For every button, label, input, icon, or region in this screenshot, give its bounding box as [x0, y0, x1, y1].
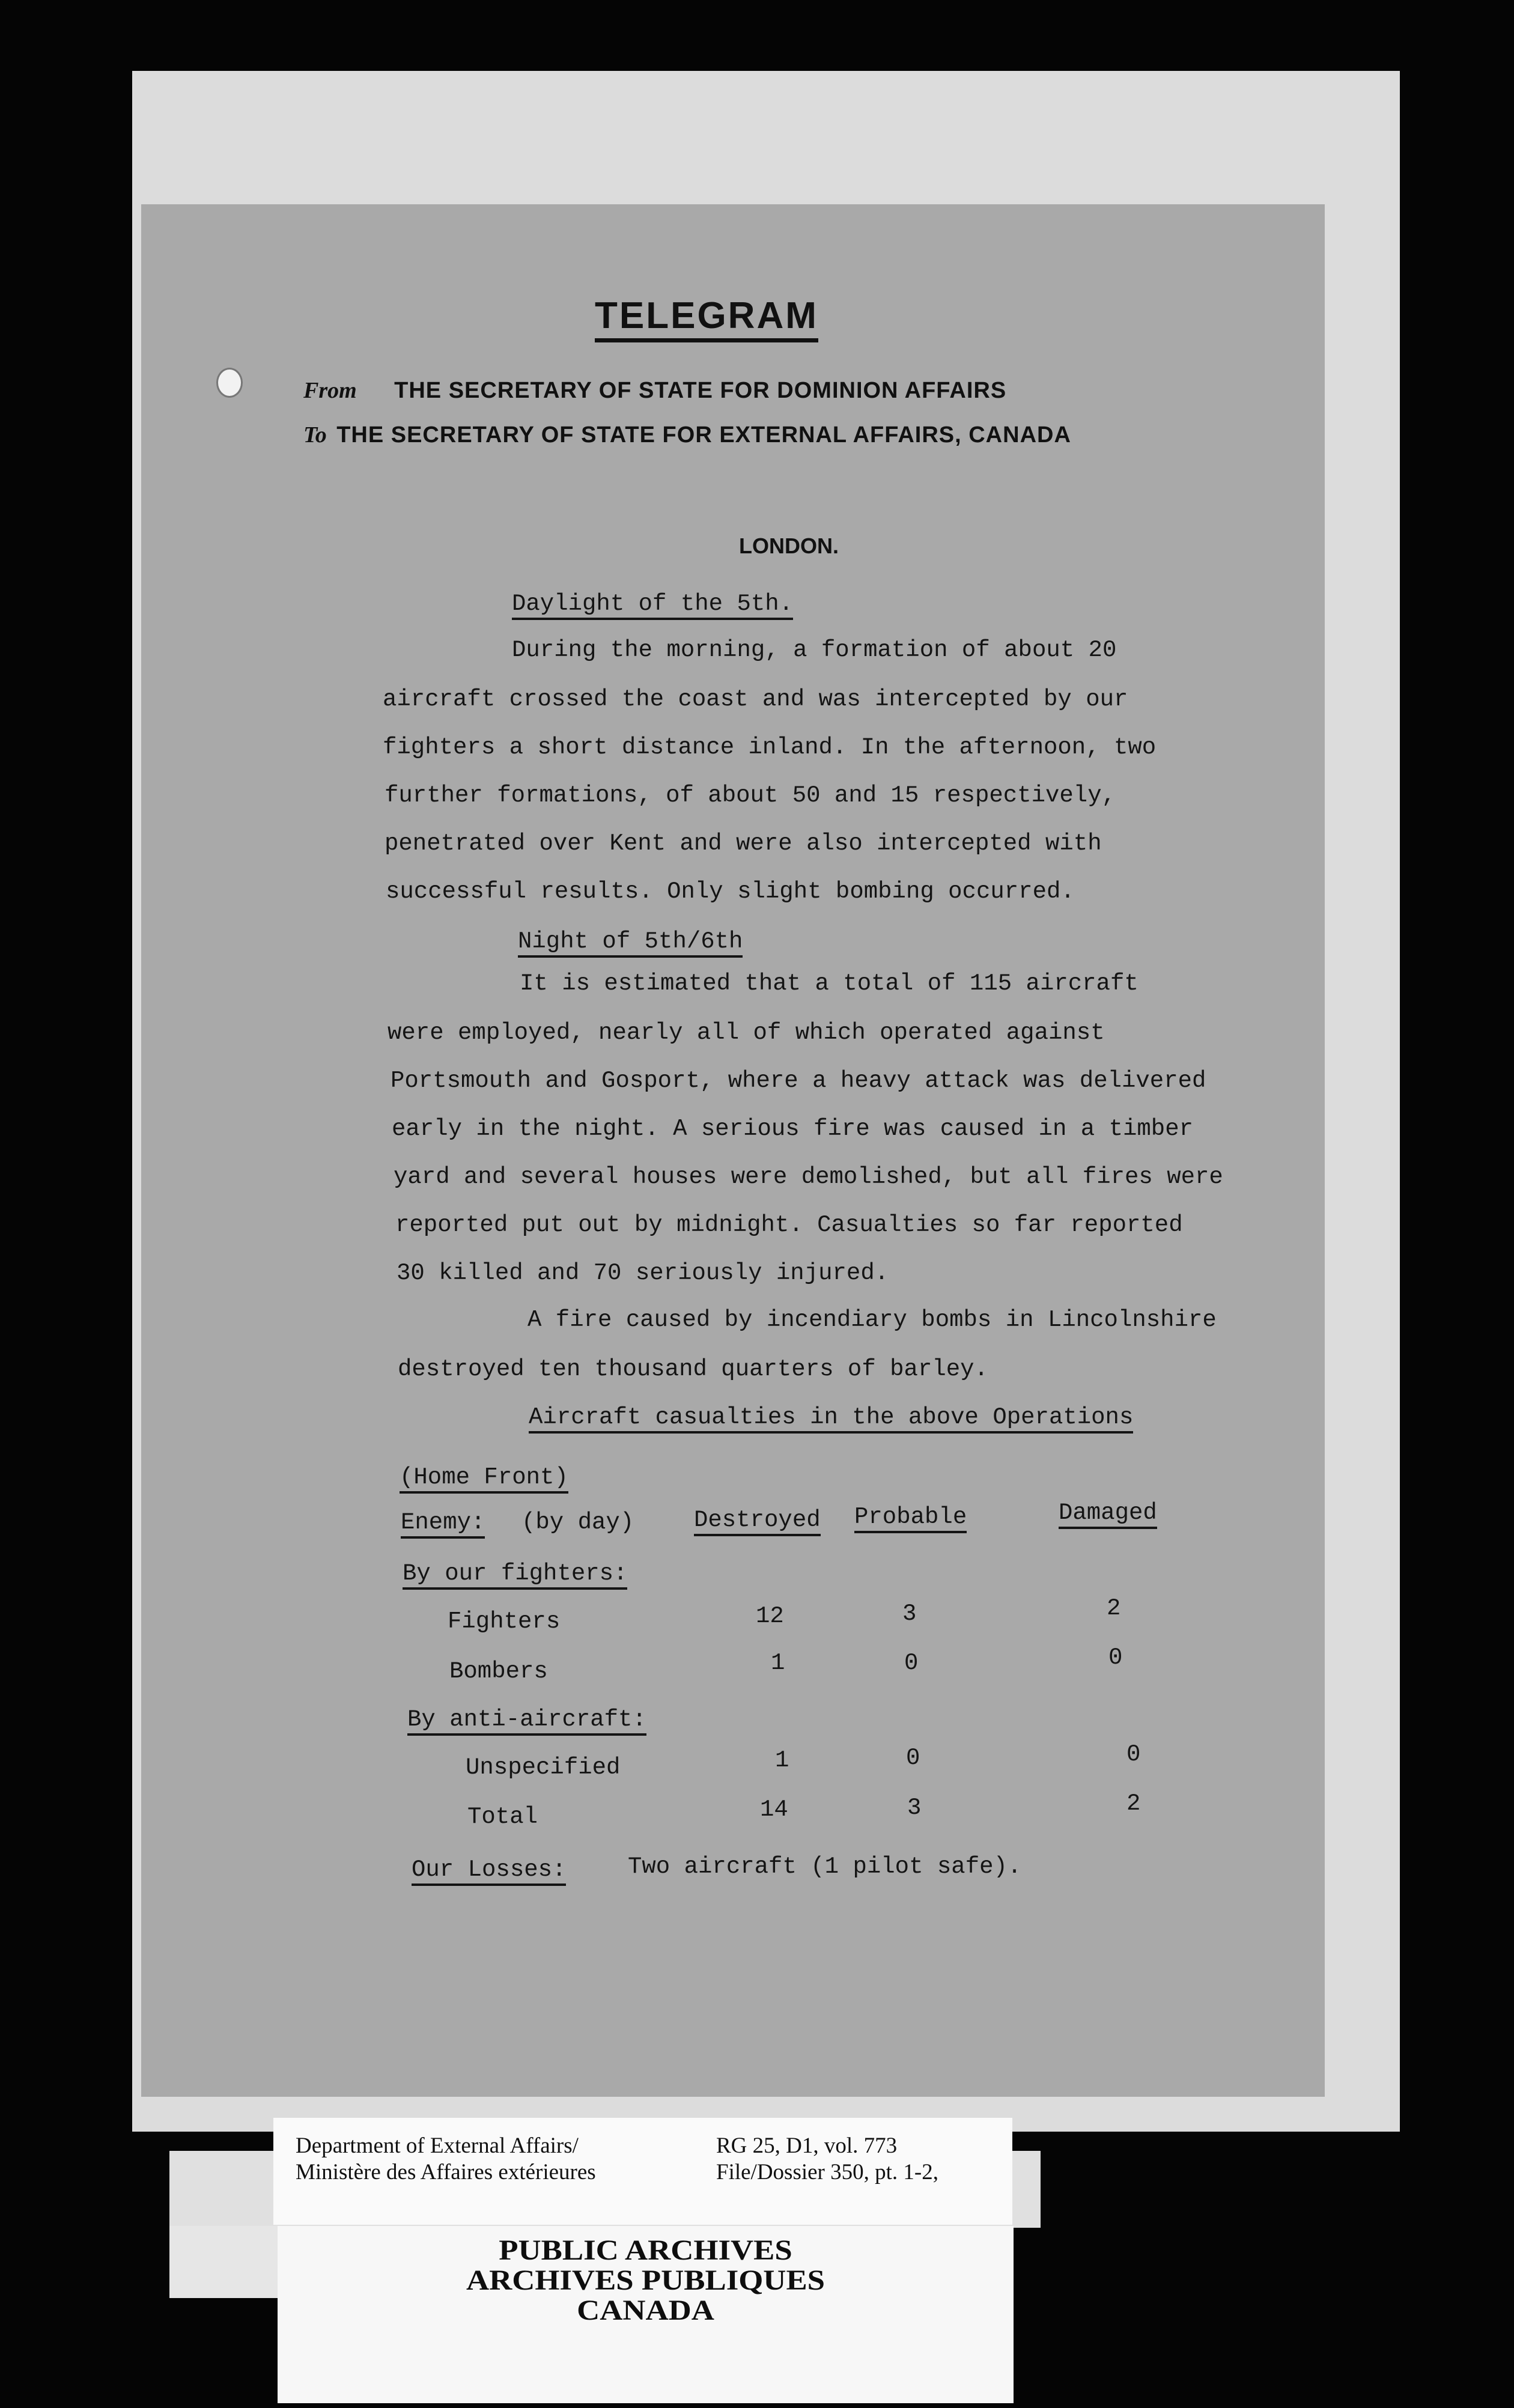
table-row-label: Bombers	[449, 1658, 548, 1685]
punch-hole	[216, 368, 243, 398]
table-cell: 0	[1126, 1741, 1141, 1768]
from-label: From	[303, 378, 357, 403]
paragraph-line: It is estimated that a total of 115 aircraft	[520, 970, 1139, 997]
paragraph-line: fighters a short distance inland. In the afternoon, two	[383, 734, 1157, 761]
telegram-page	[141, 204, 1325, 2097]
table-cell: 14	[760, 1796, 788, 1823]
table-cell: 2	[1126, 1790, 1141, 1817]
from-line	[303, 377, 1006, 404]
column-header-destroyed: Destroyed	[694, 1507, 821, 1536]
table-cell: 0	[1108, 1644, 1123, 1671]
paragraph-line: destroyed ten thousand quarters of barley.	[398, 1356, 988, 1382]
paragraph-line: reported put out by midnight. Casualties so far reported	[395, 1212, 1183, 1238]
table-cell: 2	[1107, 1595, 1121, 1622]
paragraph-line: were employed, nearly all of which operated against	[388, 1020, 1105, 1046]
reference-line: RG 25, D1, vol. 773	[716, 2133, 898, 2158]
paragraph-line: further formations, of about 50 and 15 respectively,	[385, 782, 1116, 809]
heading-casualties: Aircraft casualties in the above Operations	[529, 1404, 1133, 1434]
table-cell: 0	[906, 1745, 920, 1771]
stamp-line: PUBLIC ARCHIVES	[499, 2234, 792, 2266]
table-cell: 3	[902, 1601, 917, 1627]
to-label: To	[303, 422, 327, 448]
department-line: Department of External Affairs/	[296, 2133, 579, 2158]
front-label: (Home Front)	[400, 1464, 568, 1494]
heading-night: Night of 5th/6th	[518, 928, 743, 958]
telegram-title: TELEGRAM	[595, 294, 818, 342]
enemy-label: Enemy:	[401, 1509, 485, 1539]
losses-text: Two aircraft (1 pilot safe).	[628, 1853, 1022, 1880]
group-label-anti-aircraft: By anti-aircraft:	[407, 1706, 646, 1736]
paragraph-line: aircraft crossed the coast and was intercepted by our	[383, 686, 1128, 713]
table-row-label: Fighters	[448, 1608, 561, 1635]
heading-daylight: Daylight of the 5th.	[512, 591, 793, 620]
paragraph-line: A fire caused by incendiary bombs in Lincolnshire	[527, 1307, 1217, 1333]
paragraph-line: yard and several houses were demolished, but all fires were	[394, 1164, 1223, 1190]
column-header-damaged: Damaged	[1059, 1500, 1157, 1529]
table-row-label: Total	[467, 1804, 538, 1830]
enemy-qualifier: (by day)	[521, 1509, 634, 1536]
table-cell: 3	[907, 1795, 922, 1821]
paragraph-line: 30 killed and 70 seriously injured.	[397, 1260, 889, 1286]
paragraph-line: During the morning, a formation of about 20	[512, 637, 1117, 663]
table-cell: 1	[771, 1650, 785, 1676]
paragraph-line: penetrated over Kent and were also intercepted with	[385, 830, 1102, 857]
losses-label: Our Losses:	[412, 1856, 566, 1886]
to-text: THE SECRETARY OF STATE FOR EXTERNAL AFFAIRS, CANADA	[336, 422, 1071, 448]
place-line: LONDON.	[739, 534, 839, 558]
paragraph-line: successful results. Only slight bombing occurred.	[386, 878, 1075, 905]
paragraph-line: Portsmouth and Gosport, where a heavy attack was delivered	[391, 1068, 1206, 1094]
table-cell: 1	[775, 1747, 789, 1774]
group-label-fighters: By our fighters:	[403, 1560, 627, 1590]
from-text: THE SECRETARY OF STATE FOR DOMINION AFFAIRS	[394, 378, 1007, 403]
table-cell: 12	[756, 1603, 784, 1629]
table-cell: 0	[904, 1650, 919, 1676]
department-line: Ministère des Affaires extérieures	[296, 2160, 596, 2185]
to-line	[303, 422, 1071, 448]
table-row-label: Unspecified	[466, 1754, 621, 1781]
paragraph-line: early in the night. A serious fire was caused in a timber	[392, 1116, 1194, 1142]
column-header-probable: Probable	[854, 1504, 967, 1533]
reference-line: File/Dossier 350, pt. 1-2,	[716, 2160, 938, 2185]
stamp-line: CANADA	[577, 2294, 714, 2326]
stamp-line: ARCHIVES PUBLIQUES	[466, 2264, 825, 2296]
